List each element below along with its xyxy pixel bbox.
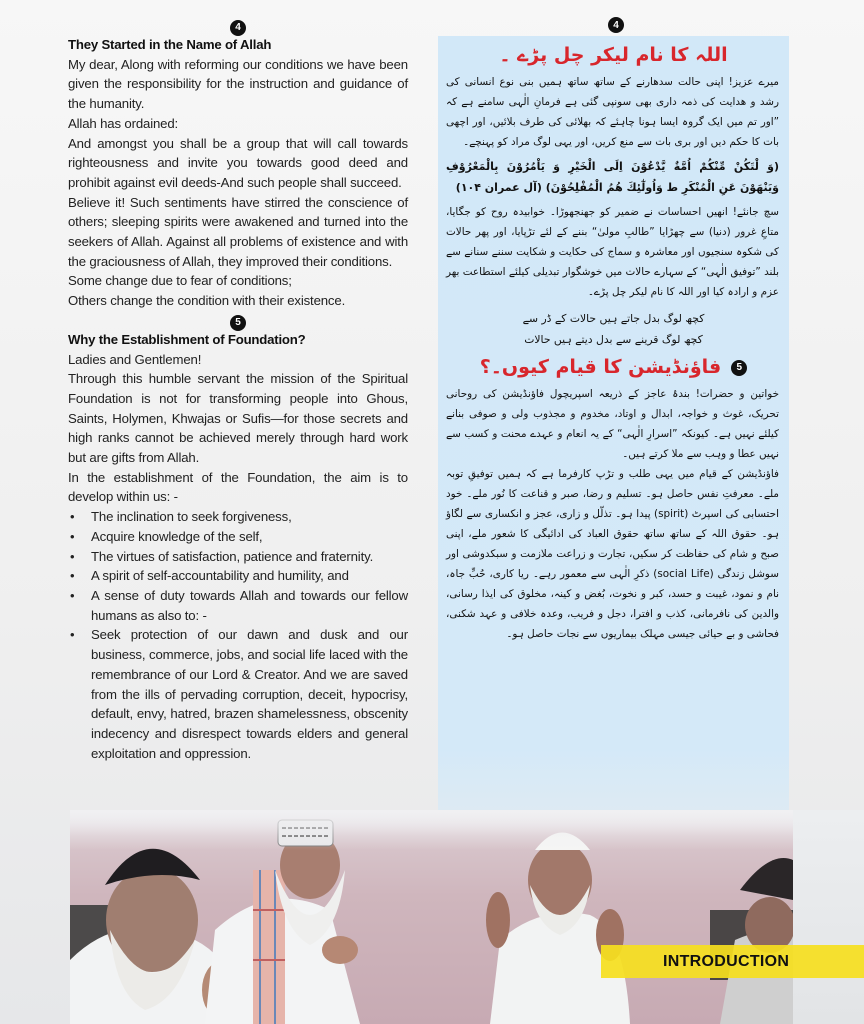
aims-list-item: • A sense of duty towards Allah and towards our fellow humans as also to: -: [68, 586, 408, 625]
section-4-paragraph: Believe it! Such sentiments have stirred the conscience of others; sleeping spirits were awakened and turned into the seekers of Allah. Against all problems of existence and with the graciousness of Allah, they improved their conditions.: [68, 194, 408, 269]
aims-list-item: • The inclination to seek forgiveness,: [68, 507, 408, 527]
photo-top-fade: [70, 810, 793, 850]
urdu-heading-2: [438, 352, 789, 382]
section-4-paragraph: And amongst you shall be a group that will call towards righteousness and invite you towards good deed and prohibit against evil deeds-And such people shall succeed.: [68, 135, 408, 190]
aims-list-item: • A spirit of self-accountability and humility, and: [68, 566, 408, 586]
section-4-paragraph: My dear, Along with reforming our conditions we have been given the responsibility for the instruction and guidance of the humanity.: [68, 56, 408, 112]
couplet-line: کچھ لوگ بدل جاتے ہیں حالات کے ڈر سے: [522, 312, 705, 325]
section-4-title: They Started in the Name of Allah: [68, 37, 272, 52]
hand: [322, 936, 358, 964]
section-5-paragraph: Ladies and Gentlemen!: [68, 351, 202, 367]
introduction-label: INTRODUCTION: [663, 952, 790, 970]
introduction-banner: [601, 945, 864, 978]
section-number-badge: 4: [230, 20, 246, 36]
black-cap: [740, 858, 793, 900]
urdu-heading: اللہ کا نام لیکر چل پڑے ۔: [499, 44, 728, 66]
aims-list-item: • The virtues of satisfaction, patience and fraternity.: [68, 547, 408, 567]
urdu-paragraph: فاؤنڈیشن کے قیام میں یہی طلب و تڑپ کارفرما ہے کہ ہمیں توفیقِ توبہ ملے۔ معرفتِ نفس حاصل ہو۔ تسلیم و رضا، صبر و قناعت کا نُور ملے۔ خود احتسابی کی اسپرٹ (spirit) پیدا ہو۔ تذلّل و زاری، عجز و انکساری سے لگاؤ ہو۔ حقوق اللہ کے ساتھ ساتھ حقوق العباد کی ادائیگی کا شعور ملے، اپنی صبح و شام کی حفاظت کر سکیں، تجارت و زراعت ملازمت و سبکدوشی اور سوشل زندگی (social Life) ذکرِ الٰہی سے معمور رہے۔ ریا کاری، حُبِّ جاہ، نام و نمود، غیبت و حسد، کبر و نخوت، بُغض و کینہ، مخلوق کی ایذا رسانی، والدین کی نافرمانی، کذب و افترا، دجل و فریب، وعدہ خلافی و عہد شکنی، فحاشی و بے حیائی جیسی مہلک بیماریوں سے نجات حاصل ہو۔: [446, 468, 780, 640]
section-5-paragraph: In the establishment of the Foundation, the aim is to develop within us: -: [68, 469, 408, 505]
aims-list: [68, 507, 408, 763]
urdu-section-number-badge: 4: [608, 17, 624, 33]
section-5-paragraph: Through this humble servant the mission of the Spiritual Foundation is not for transforming people into Ghous, Saints, Holymen, Khwajas or Sufis—for those secrets and high ranks cannot be achieved merely through hard work but are gifts from Allah.: [68, 371, 408, 466]
aims-list-item: • Acquire knowledge of the self,: [68, 527, 408, 547]
couplet-line: کچھ لوگ قرینے سے بدل دیتے ہیں حالات: [524, 333, 703, 346]
prayer-photo: [70, 810, 793, 1024]
aims-list-item: • Seek protection of our dawn and dusk and our business, commerce, jobs, and social life laced with the remembrance of our Lord & Creator. And we are saved from the ills of pervading corruption, deceit, hypocrisy, default, envy, hatred, brazen shamelessness, obscenity indecency and disrespect towards elders and general exploitation and oppression.: [68, 625, 408, 763]
urdu-paragraph: میرے عزیز! اپنی حالت سدھارنے کے ساتھ ساتھ ہمیں بنی نوع انسانی کی رشد و ھدایت کی ذمہ داری بھی سونپی گئی ہے فرمانِ الٰہی سامنے ہے کہ ”اور تم میں ایک گروہ ایسا ہونا چاہئے کہ بھلائی کی طرف بلائیں، اور اچھی بات کا حکم دیں اور بری بات سے منع کریں، اور یہی لوگ مراد کو پہنچے۔: [446, 76, 779, 148]
section-5-badge-row: [68, 311, 408, 330]
urdu-column: [438, 36, 789, 810]
hand: [486, 892, 510, 948]
english-column: [68, 16, 408, 763]
section-number-badge: 5: [731, 360, 747, 376]
section-4-badge-row: [68, 16, 408, 35]
section-4-paragraph: Allah has ordained:: [68, 115, 179, 131]
section-4-paragraph: Others change the condition with their existence.: [68, 293, 346, 309]
section-4-paragraph: Some change due to fear of conditions;: [68, 273, 292, 289]
page-margin: [793, 810, 864, 1024]
urdu-heading-2-text: فاؤنڈیشن کا قیام کیوں۔؟: [479, 356, 722, 378]
urdu-paragraph: سچ جانئے! انھیں احساسات نے ضمیر کو جھنجھوڑا۔ خوابیدہ روح کو جگایا، متاعِ غرور (دنیا) سے چھڑایا ”طالبِ مولیٰ“ بننے کے لئے تڑپایا، اور پھر حالات کی شکوہ سنجیوں اور معاشرہ و سماج کی حکایت و شکایت سننے سنانے سے بلند ”توفیق الٰہی“ کے سہارے حالات میں خوشگوار تبدیلی کیلئے استطاعت بھر عزم و ارادہ کیا اور اللہ کا نام لیکر چل پڑے۔: [446, 206, 779, 298]
quran-verse: (وَ لْتَكُنْ مِّنْكُمْ اُمَّةٌ يَّدْعُوْنَ اِلَى الْخَيْرِ وَ يَاْمُرُوْنَ بِالْمَعْرُوْفِ وَيَنْهَوْنَ عَنِ الْمُنْكَرِ ط وَاُولٰٓئِكَ هُمُ الْمُفْلِحُوْنَ) (آل عمران ۱۰۴): [446, 160, 779, 194]
urdu-paragraph: خواتین و حضرات! بندۂ عاجز کے ذریعہ اسپریچول فاؤنڈیشن کی روحانی تحریک، غوث و خواجہ، ابدال و اوتاد، مخدوم و مجذوب ولی و صوفی بنانے کیلئے نہیں ہے۔ کیونکہ ”اسرارِ الٰہی“ کے یہ انعام و عہدے محنت و کسب سے نہیں عطا و وہب سے ملا کرتے ہیں۔: [446, 388, 779, 460]
section-5-title: Why the Establishment of Foundation?: [68, 331, 306, 347]
section-number-badge: 5: [230, 315, 246, 331]
urdu-couplet: [438, 308, 789, 350]
